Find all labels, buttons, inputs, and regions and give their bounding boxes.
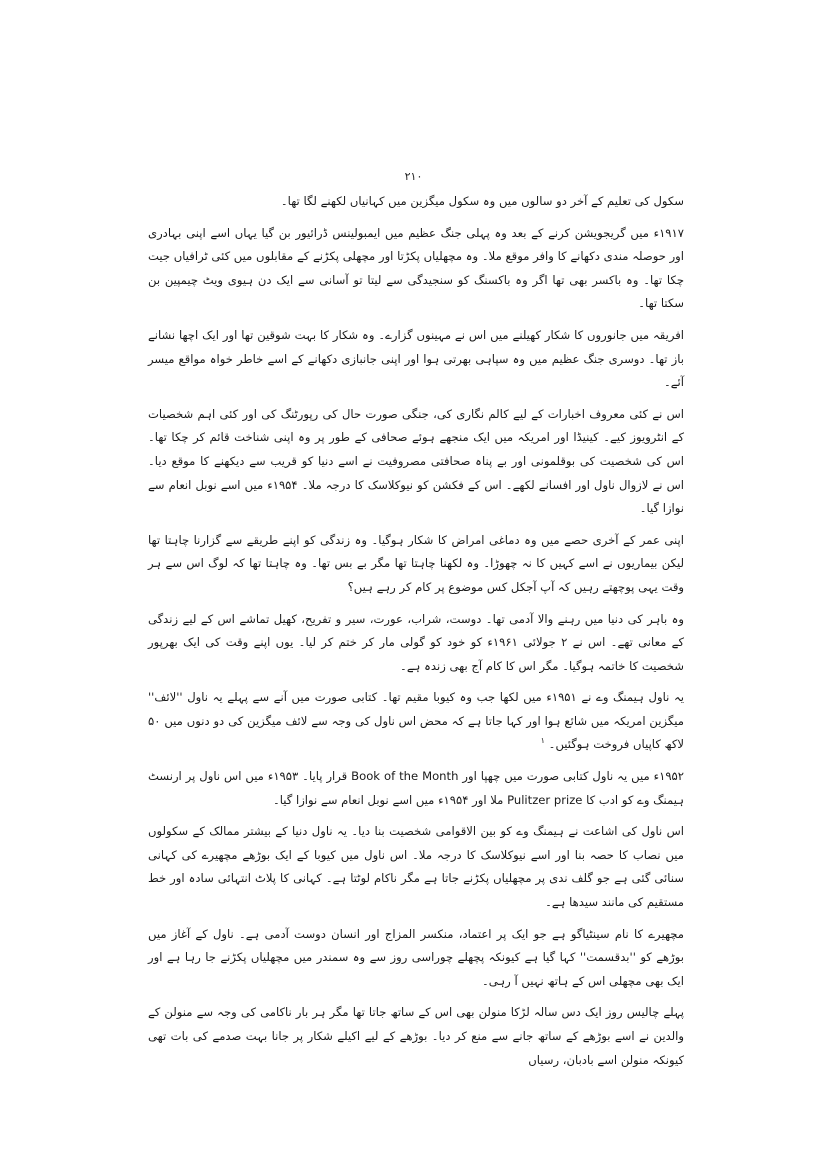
paragraph: اس نے کئی معروف اخبارات کے لیے کالم نگاری کی، جنگی صورت حال کی رپورٹنگ کی اور کئی اہم شخصیات کے انٹرویوز کیے۔ کینیڈا اور امریکہ میں ایک منجھے ہوئے صحافی کے طور پر وہ اپنی شناخت قائم کر چکا تھا۔ اس کی شخصیت کی بوقلمونی اور بے پناہ صحافتی مصروفیت نے اسے دنیا کو قریب سے دیکھنے کا موقع دیا۔ اس نے لازوال ناول اور افسانے لکھے۔ اس کے فکشن کو نیوکلاسک کا درجہ ملا۔ ۱۹۵۴ء میں اسے نوبل انعام سے نوازا گیا۔ (148, 406, 684, 516)
body-text (148, 190, 684, 1080)
paragraph: اپنی عمر کے آخری حصے میں وہ دماغی امراض کا شکار ہوگیا۔ وہ زندگی کو اپنے طریقے سے گزارنا چاہتا تھا لیکن بیماریوں نے اسے کہیں کا نہ چھوڑا۔ وہ لکھنا چاہتا تھا مگر بے بس تھا۔ وہ چاہتا تھا کہ لوگ اس سے ہر وقت یہی پوچھتے رہیں کہ آپ آجکل کس موضوع پر کام کر رہے ہیں؟ (148, 532, 684, 594)
paragraph: افریقہ میں جانوروں کا شکار کھیلنے میں اس نے مہینوں گزارے۔ وہ شکار کا بہت شوقین تھا اور ایک اچھا نشانے باز تھا۔ دوسری جنگ عظیم میں وہ سپاہی بھرتی ہوا اور اپنی جانبازی دکھانے کے اسے خاطر خواہ مواقع میسر آئے۔ (148, 327, 684, 390)
paragraph: ۱۹۵۲ء میں یہ ناول کتابی صورت میں چھپا اور Book of the Month قرار پایا۔ ۱۹۵۳ء میں اس ناول پر ارنسٹ ہیمنگ وے کو ادب کا Pulitzer prize ملا اور ۱۹۵۴ء میں اسے نوبل انعام سے نوازا گیا۔ (148, 769, 685, 807)
paragraph: ۱۹۱۷ء میں گریجویشن کرنے کے بعد وہ پہلی جنگ عظیم میں ایمبولینس ڈرائیور بن گیا یہاں اسے اپنی بہادری اور حوصلہ مندی دکھانے کا وافر موقع ملا۔ وہ مچھلیاں پکڑتا اور مچھلی پکڑنے کے مقابلوں میں کئی ٹرافیاں جیت چکا تھا۔ وہ باکسر بھی تھا اگر وہ باکسنگ کو سنجیدگی سے لیتا تو آسانی سے ایک دن ہیوی ویٹ چیمپین بن سکتا تھا۔ (148, 225, 684, 311)
paragraph: سکول کی تعلیم کے آخر دو سالوں میں وہ سکول میگزین میں کہانیاں لکھنے لگا تھا۔ (280, 194, 684, 208)
page-number: ۲۱۰ (404, 170, 423, 183)
paragraph-text: یہ ناول ہیمنگ وے نے ۱۹۵۱ء میں لکھا جب وہ کیوبا مقیم تھا۔ کتابی صورت میں آنے سے پہلے یہ ناول ''لائف'' میگزین امریکہ میں شائع ہوا اور کہا جاتا ہے کہ محض اس ناول کی وجہ سے لائف میگزین کی دو دنوں میں ۵۰ لاکھ کاپیاں فروخت ہوگئیں۔ (148, 690, 684, 752)
paragraph-with-footnote (148, 686, 684, 757)
paragraph: پہلے چالیس روز ایک دس سالہ لڑکا منولن بھی اس کے ساتھ جاتا تھا مگر ہر بار ناکامی کی وجہ سے منولن کے والدین نے اسے بوڑھے کے ساتھ جانے سے منع کر دیا۔ بوڑھے کے لیے اکیلے شکار پر جانا بہت صدمے کی بات تھی کیونکہ منولن اسے بادبان، رسیاں (148, 1005, 684, 1067)
footnote-marker: ۱ (540, 736, 545, 746)
paragraph: اس ناول کی اشاعت نے ہیمنگ وے کو بین الاقوامی شخصیت بنا دیا۔ یہ ناول دنیا کے بیشتر ممالک کے سکولوں میں نصاب کا حصہ بنا اور اسے نیوکلاسک کا درجہ ملا۔ اس ناول میں کیوبا کے ایک بوڑھے مچھیرے کی کہانی سنائی گئی ہے جو گلف ندی پر مچھلیاں پکڑنے جاتا ہے مگر ناکام لوٹتا ہے۔ کہانی کا پلاٹ انتہائی سادہ اور خط مستقیم کی مانند سیدھا ہے۔ (148, 824, 684, 910)
paragraph: وہ باہر کی دنیا میں رہنے والا آدمی تھا۔ دوست، شراب، عورت، سیر و تفریح، کھیل تماشے اس کے لیے زندگی کے معانی تھے۔ اس نے ۲ جولائی ۱۹۶۱ء کو خود کو گولی مار کر ختم کر لیا۔ یوں اپنے وقت کی ایک بھرپور شخصیت کا خاتمہ ہوگیا۔ مگر اس کا کام آج بھی زندہ ہے۔ (148, 611, 684, 673)
paragraph: مچھیرے کا نام سینٹیاگو ہے جو ایک پر اعتماد، منکسر المزاج اور انسان دوست آدمی ہے۔ ناول کے آغاز میں بوڑھے کو ''بدقسمت'' کہا گیا ہے کیونکہ پچھلے چوراسی روز سے وہ سمندر میں مچھلیاں پکڑنے جا رہا ہے اور ایک بھی مچھلی اس کے ہاتھ نہیں آ رہی۔ (148, 926, 684, 988)
